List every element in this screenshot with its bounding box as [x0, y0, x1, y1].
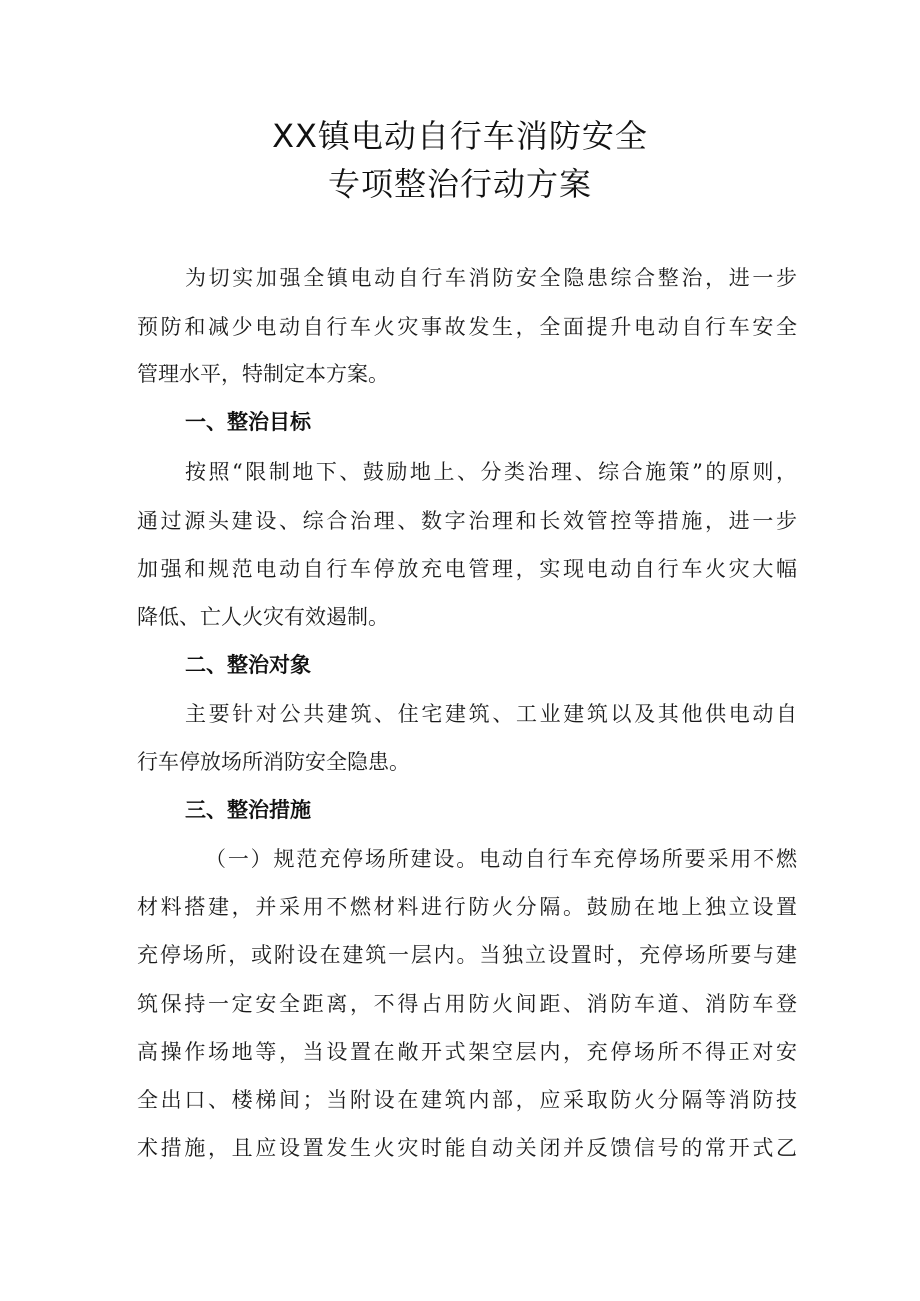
- document-title-line1: XX镇电动自行车消防安全: [272, 117, 648, 155]
- paragraph-line: 术措施，且应设置发生火灾时能自动关闭并反馈信号的常开式乙: [137, 1136, 797, 1160]
- paragraph-line: （一）规范充停场所建设。电动自行车充停场所要采用不燃: [205, 847, 797, 871]
- paragraph-line: 行车停放场所消防安全隐患。: [137, 750, 410, 774]
- paragraph-line: 主要针对公共建筑、住宅建筑、工业建筑以及其他供电动自: [185, 702, 797, 726]
- paragraph-line: 按照“限制地下、鼓励地上、分类治理、综合施策”的原则，: [185, 460, 797, 484]
- paragraph-line: 加强和规范电动自行车停放充电管理，实现电动自行车火灾大幅: [137, 557, 797, 581]
- section-heading: 三、整治措施: [185, 798, 311, 822]
- paragraph-line: 通过源头建设、综合治理、数字治理和长效管控等措施，进一步: [137, 509, 797, 533]
- intro-line: 为切实加强全镇电动自行车消防安全隐患综合整治，进一步: [185, 266, 797, 290]
- paragraph-line: 降低、亡人火灾有效遏制。: [137, 605, 389, 629]
- section-heading: 二、整治对象: [185, 653, 311, 677]
- intro-line: 预防和减少电动自行车火灾事故发生，全面提升电动自行车安全: [137, 315, 797, 339]
- paragraph-line: 全出口、楼梯间；当附设在建筑内部，应采取防火分隔等消防技: [137, 1088, 797, 1112]
- section-heading: 一、整治目标: [185, 410, 311, 434]
- paragraph-line: 充停场所，或附设在建筑一层内。当独立设置时，充停场所要与建: [137, 943, 797, 967]
- paragraph-line: 材料搭建，并采用不燃材料进行防火分隔。鼓励在地上独立设置: [137, 895, 797, 919]
- intro-line: 管理水平，特制定本方案。: [137, 362, 389, 386]
- document-title-line2: 专项整治行动方案: [327, 165, 592, 203]
- paragraph-line: 高操作场地等，当设置在敞开式架空层内，充停场所不得正对安: [137, 1040, 797, 1064]
- paragraph-line: 筑保持一定安全距离，不得占用防火间距、消防车道、消防车登: [137, 992, 797, 1016]
